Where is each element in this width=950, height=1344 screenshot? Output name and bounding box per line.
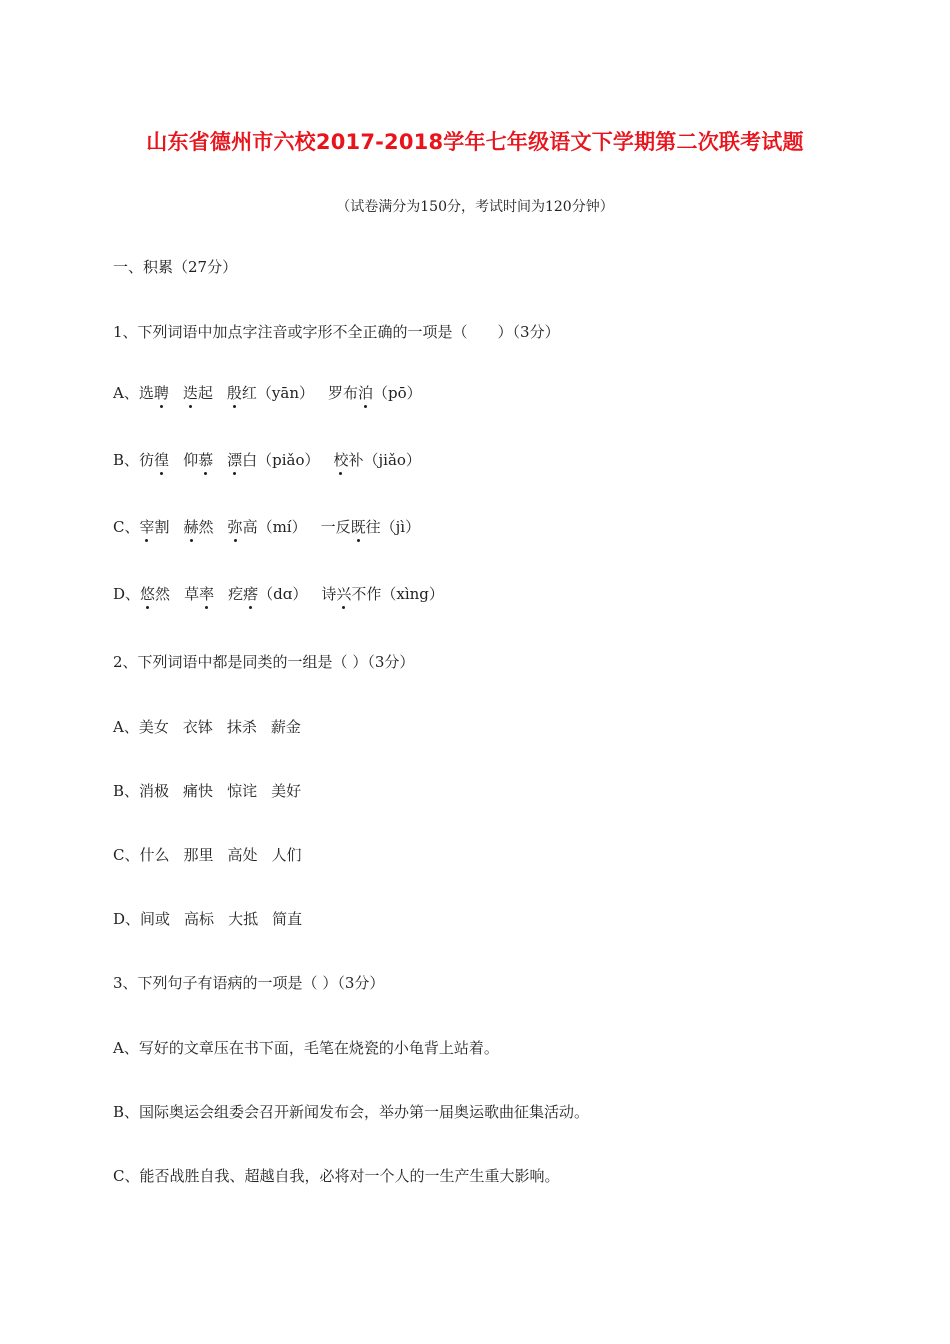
emphasis-dot-char: 率 <box>199 585 215 603</box>
option-word: 悠然 <box>140 585 171 603</box>
option-word: 人们 <box>271 846 302 864</box>
emphasis-dot-char: 瘩 <box>243 585 259 603</box>
option-word: 彷徨 <box>139 451 170 469</box>
option-word: 大抵 <box>228 910 259 928</box>
option-label: C、 <box>113 846 140 864</box>
option-word: 什么 <box>139 846 170 864</box>
question-2-stem: 2、下列词语中都是同类的一组是（ ）（3分） <box>113 653 415 671</box>
emphasis-dot-char: 赫 <box>183 518 199 536</box>
emphasis-dot-char: 校 <box>333 451 349 469</box>
option-word: 弥高（mí） <box>227 518 307 536</box>
emphasis-dot-char: 迭 <box>182 384 198 402</box>
option-label: A、 <box>113 384 139 402</box>
option-word: 迭起 <box>182 384 213 402</box>
option-word: 间或 <box>140 910 171 928</box>
emphasis-dot-char: 宰 <box>139 518 155 536</box>
option-label: D、 <box>113 585 141 603</box>
option-label: D、 <box>113 910 141 928</box>
option-word: 诗兴不作（xìng） <box>321 585 444 603</box>
option-word: 校补（jiǎo） <box>333 451 421 469</box>
option-word: 赫然 <box>183 518 214 536</box>
option-word: 仰慕 <box>183 451 214 469</box>
option-word: 消极 <box>139 782 170 800</box>
option-word: 惊诧 <box>227 782 258 800</box>
q1-option-b <box>113 450 421 470</box>
option-word: 痛快 <box>183 782 214 800</box>
question-1-stem: 1、下列词语中加点字注音或字形不全正确的一项是（ ）（3分） <box>113 323 560 341</box>
option-label: B、 <box>113 782 140 800</box>
option-word: 漂白（piǎo） <box>227 451 320 469</box>
option-label: C、 <box>113 518 140 536</box>
document-title: 山东省德州市六校2017-2018学年七年级语文下学期第二次联考试题 <box>146 130 804 154</box>
option-word: 疙瘩（dɑ） <box>228 585 308 603</box>
option-word: 薪金 <box>270 718 301 736</box>
q1-option-a <box>113 383 422 403</box>
option-label: A、 <box>113 718 139 736</box>
emphasis-dot-char: 聘 <box>153 384 169 402</box>
q2-option-c <box>113 845 302 865</box>
option-word: 衣钵 <box>182 718 213 736</box>
emphasis-dot-char: 兴 <box>336 585 352 603</box>
option-word: 选聘 <box>138 384 169 402</box>
option-word: 罗布泊（pō） <box>328 384 422 402</box>
option-word: 那里 <box>183 846 214 864</box>
option-word: 美女 <box>138 718 169 736</box>
q1-option-d <box>113 584 444 604</box>
emphasis-dot-char: 慕 <box>198 451 214 469</box>
option-word: 美好 <box>271 782 302 800</box>
option-word: 简直 <box>272 910 303 928</box>
emphasis-dot-char: 悠 <box>140 585 156 603</box>
emphasis-dot-char: 徨 <box>154 451 170 469</box>
section-heading: 一、积累（27分） <box>113 258 238 276</box>
option-word: 宰割 <box>139 518 170 536</box>
q3-option-b: B、国际奥运会组委会召开新闻发布会，举办第一届奥运歌曲征集活动。 <box>113 1103 590 1121</box>
q3-option-a: A、写好的文章压在书下面，毛笔在烧瓷的小龟背上站着。 <box>113 1039 499 1057</box>
exam-info: （试卷满分为150分，考试时间为120分钟） <box>336 199 614 215</box>
option-word: 高处 <box>227 846 258 864</box>
option-word: 殷红（yān） <box>226 384 314 402</box>
q3-option-c: C、能否战胜自我、超越自我，必将对一个人的一生产生重大影响。 <box>113 1167 560 1185</box>
emphasis-dot-char: 弥 <box>227 518 243 536</box>
emphasis-dot-char: 殷 <box>226 384 242 402</box>
question-3-stem: 3、下列句子有语病的一项是（ ）（3分） <box>113 974 385 992</box>
option-word: 草率 <box>184 585 215 603</box>
emphasis-dot-char: 漂 <box>227 451 243 469</box>
q2-option-d <box>113 909 302 929</box>
option-word: 一反既往（jì） <box>320 518 421 536</box>
option-label: B、 <box>113 451 140 469</box>
q2-option-b <box>113 781 301 801</box>
q2-option-a <box>113 717 301 737</box>
q1-option-c <box>113 517 420 537</box>
emphasis-dot-char: 既 <box>350 518 366 536</box>
option-word: 高标 <box>184 910 215 928</box>
emphasis-dot-char: 泊 <box>358 384 374 402</box>
option-word: 抹杀 <box>226 718 257 736</box>
